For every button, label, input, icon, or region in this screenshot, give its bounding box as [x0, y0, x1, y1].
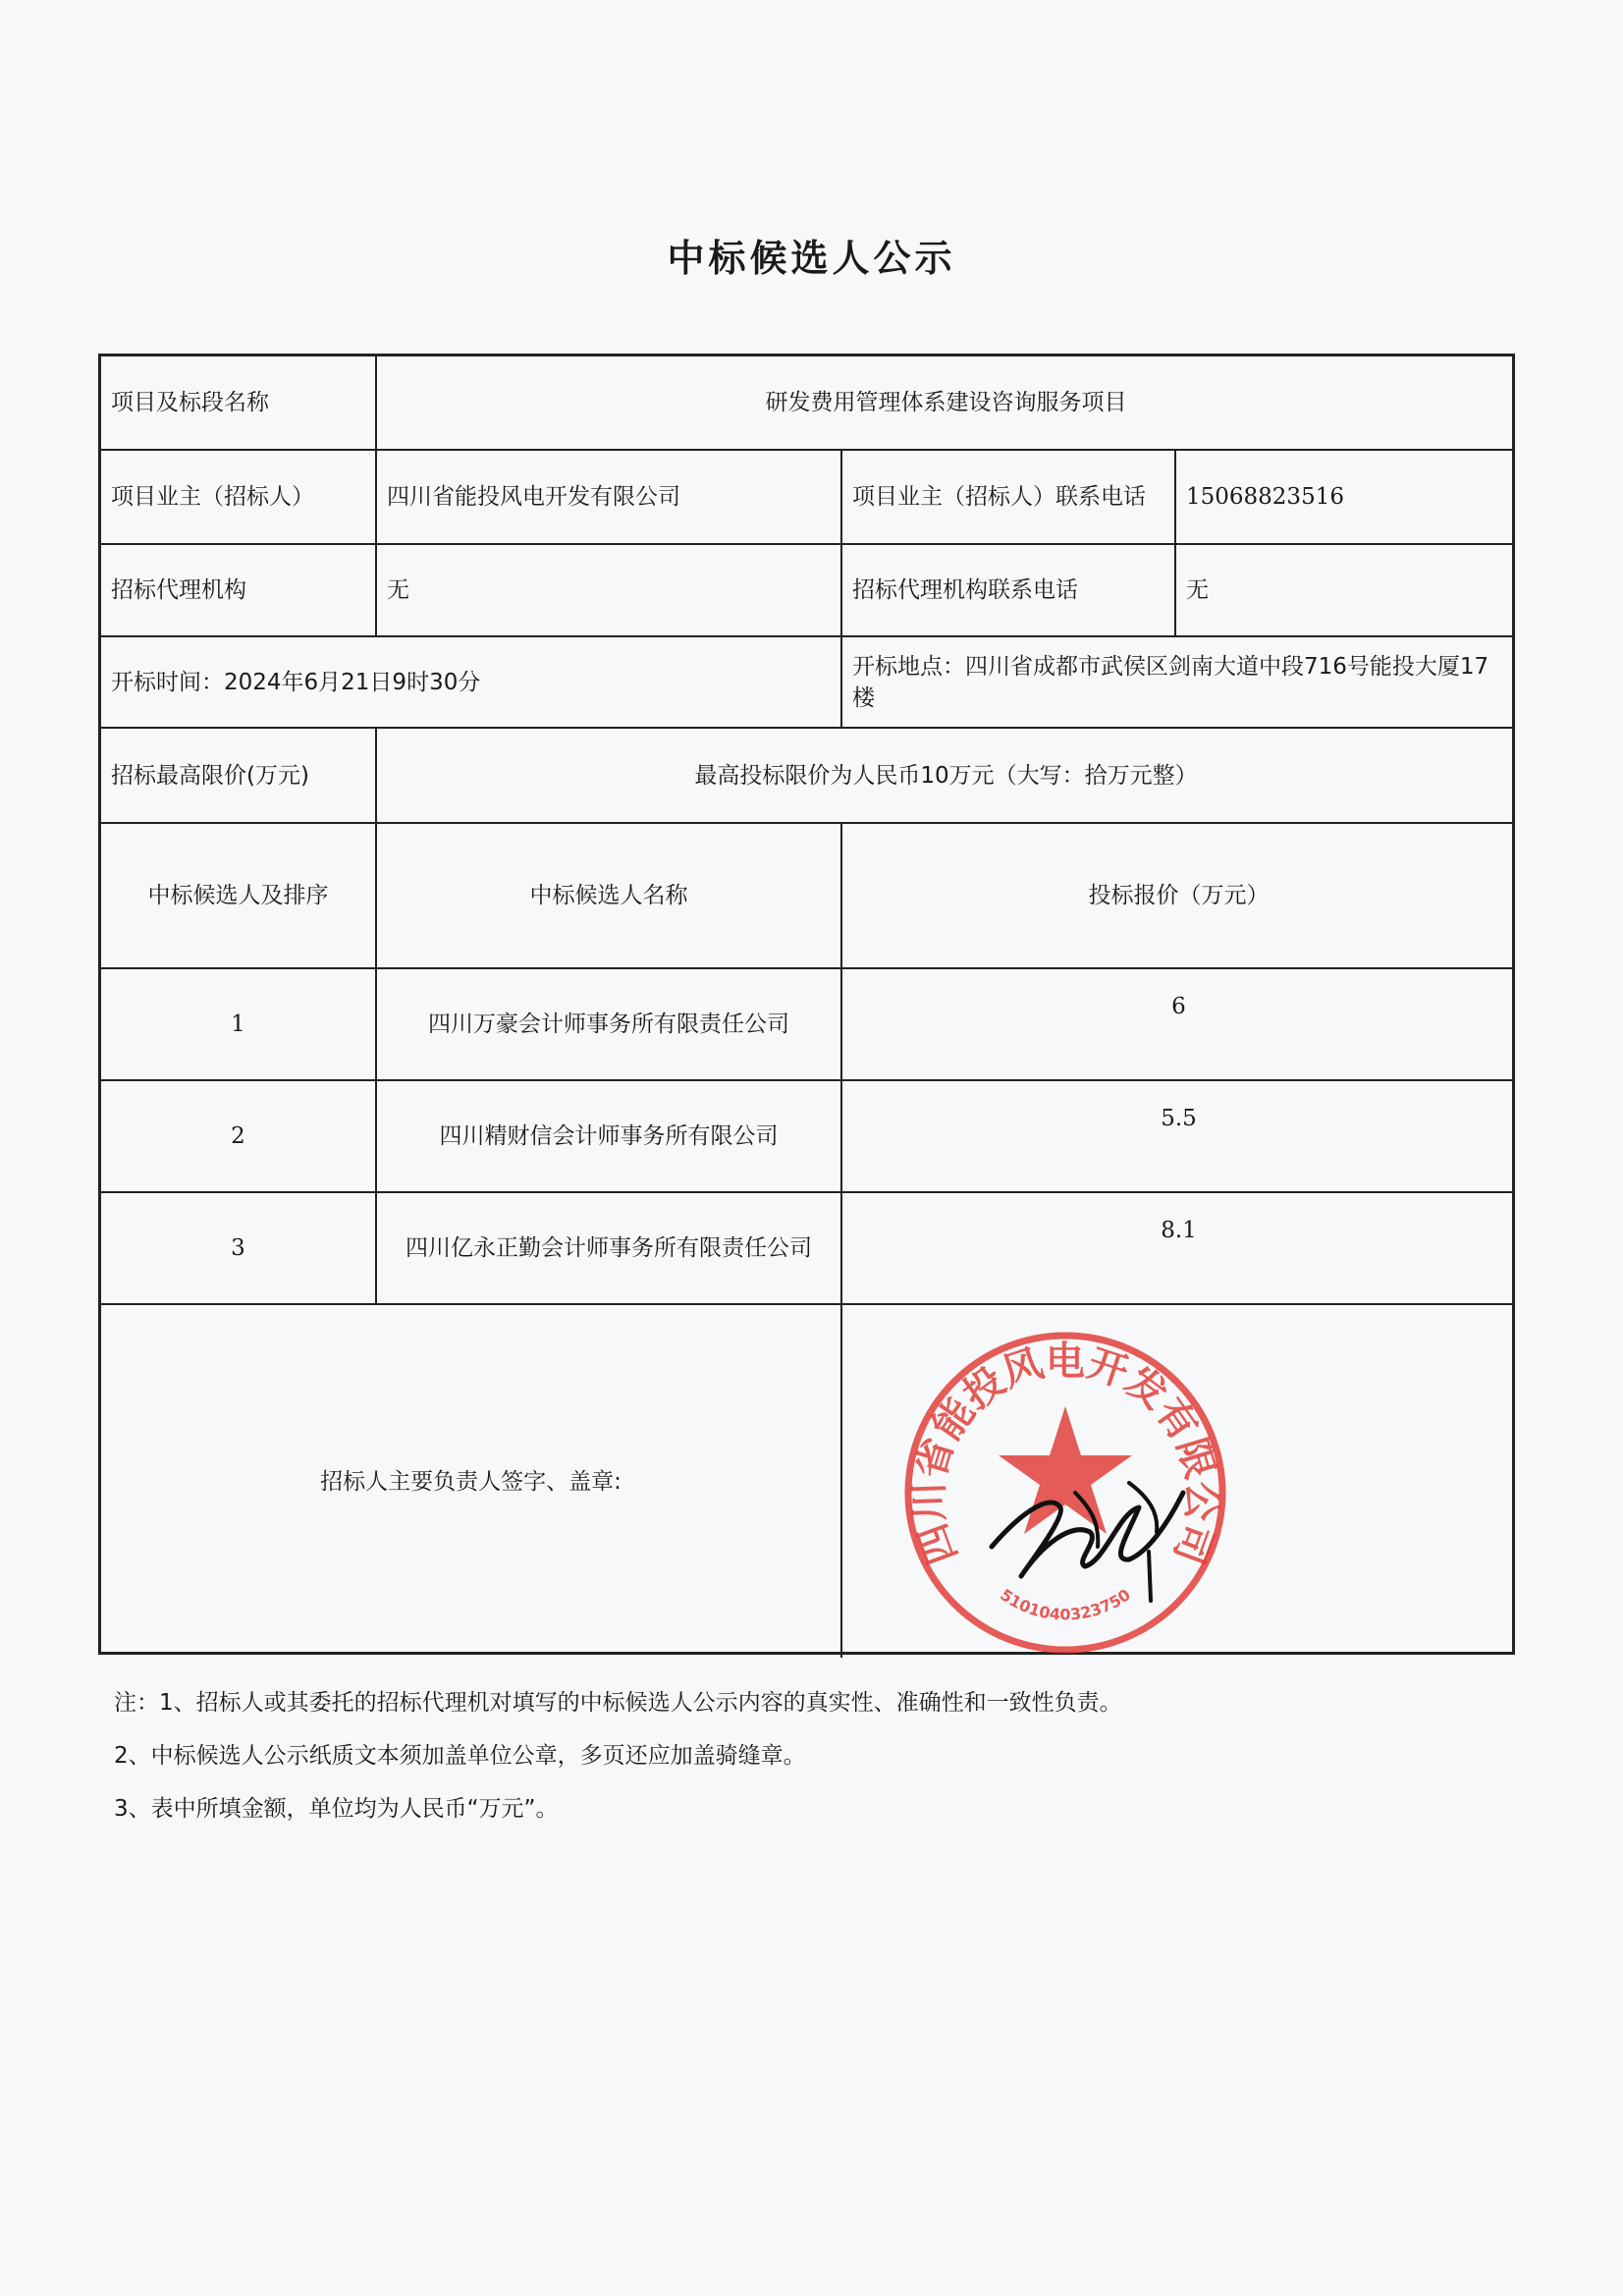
header-rank: 中标候选人及排序: [101, 824, 377, 967]
seal-code-text: 5101040323750: [997, 1585, 1134, 1624]
project-label: 项目及标段名称: [101, 356, 377, 449]
table-row: [101, 1193, 1512, 1305]
note-item: 2、中标候选人公示纸质文本须加盖单位公章，多页还应加盖骑缝章。: [114, 1743, 806, 1769]
owner-label: 项目业主（招标人）: [101, 451, 377, 543]
seal-name-text: 四川省能投风电开发有限公司: [906, 1339, 1224, 1570]
table-row-signature: [101, 1305, 1512, 1658]
owner-phone-value: 15068823516: [1186, 484, 1344, 510]
notes-section: [114, 1687, 1122, 1846]
candidate-price: 6: [1171, 994, 1186, 1019]
candidate-price: 5.5: [1161, 1106, 1197, 1131]
table-row-max-price: [101, 729, 1512, 824]
table-row-opening: [101, 637, 1512, 729]
table-row-project: [101, 356, 1512, 451]
candidate-rank: 2: [101, 1081, 377, 1191]
table-header-row: [101, 824, 1512, 969]
table-row-owner: [101, 451, 1512, 545]
agency-label: 招标代理机构: [101, 545, 377, 635]
agency-value: 无: [377, 545, 842, 635]
max-price-label: 招标最高限价(万元): [101, 729, 377, 822]
table-row-agency: [101, 545, 1512, 637]
candidate-name: 四川万豪会计师事务所有限责任公司: [377, 969, 842, 1079]
opening-place: 开标地点：四川省成都市武侯区剑南大道中段716号能投大厦17楼: [852, 653, 1489, 711]
candidate-name: 四川亿永正勤会计师事务所有限责任公司: [377, 1193, 842, 1303]
candidate-rank: 1: [101, 969, 377, 1079]
note-item: 3、表中所填金额，单位均为人民币“万元”。: [114, 1796, 559, 1822]
announcement-table: [98, 354, 1515, 1655]
max-price-value: 最高投标限价为人民币10万元（大写：拾万元整）: [694, 762, 1198, 789]
agency-phone-value: 无: [1186, 577, 1209, 603]
agency-phone-label: 招标代理机构联系电话: [842, 545, 1176, 635]
sign-label: 招标人主要负责人签字、盖章:: [101, 1305, 842, 1658]
opening-time: 开标时间：2024年6月21日9时30分: [101, 637, 842, 727]
page-title: 中标候选人公示: [667, 237, 956, 280]
header-price: 投标报价（万元）: [1088, 883, 1270, 908]
owner-phone-label: 项目业主（招标人）联系电话: [842, 451, 1176, 543]
table-row: [101, 969, 1512, 1081]
table-row: [101, 1081, 1512, 1193]
owner-value: 四川省能投风电开发有限公司: [377, 451, 842, 543]
note-item: 注：1、招标人或其委托的招标代理机对填写的中标候选人公示内容的真实性、准确性和一致性负责。: [114, 1690, 1122, 1716]
candidate-rank: 3: [101, 1193, 377, 1303]
header-name: 中标候选人名称: [377, 824, 842, 967]
handwritten-signature-icon: [982, 1453, 1198, 1611]
candidate-price: 8.1: [1161, 1218, 1197, 1243]
project-value: 研发费用管理体系建设咨询服务项目: [765, 390, 1127, 415]
candidate-name: 四川精财信会计师事务所有限公司: [377, 1081, 842, 1191]
